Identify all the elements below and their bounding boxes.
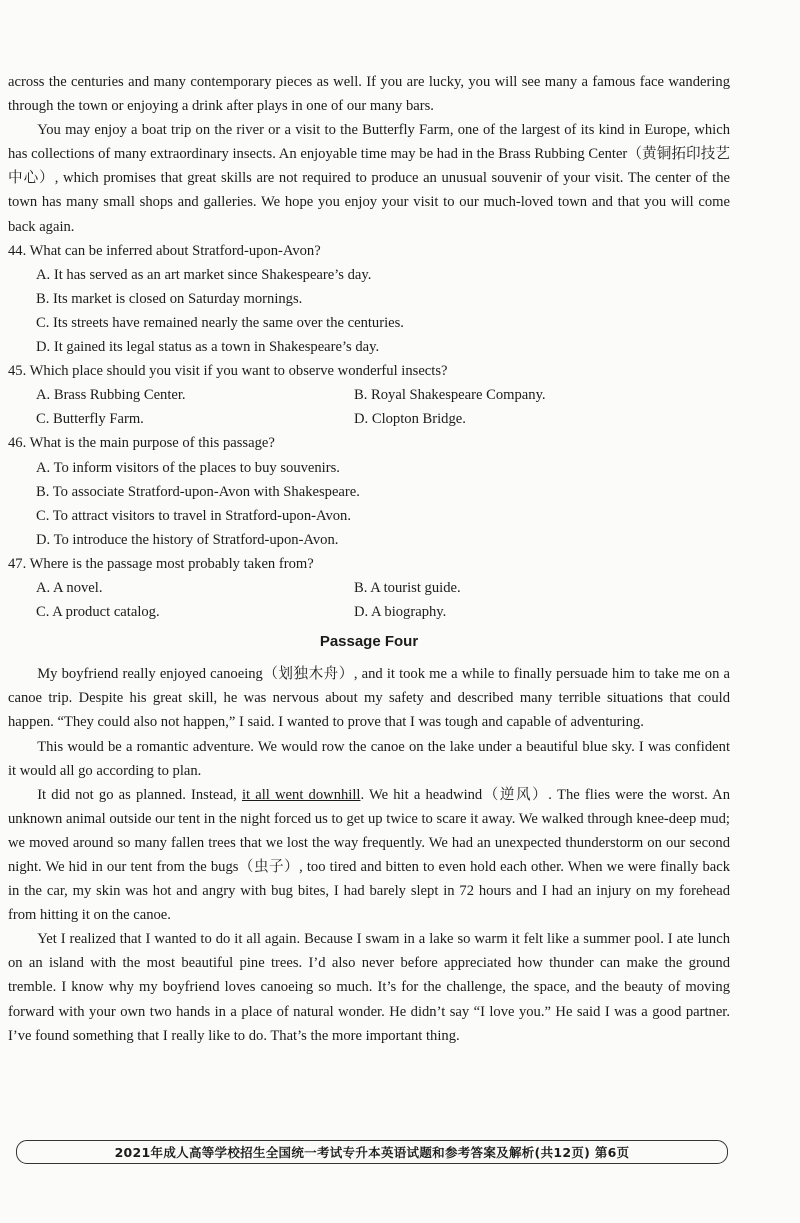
option-b: B. Royal Shakespeare Company. [354, 387, 546, 404]
passage4-paragraph-3 [8, 783, 730, 928]
question-stem: 46. What is the main purpose of this passage? [8, 435, 275, 452]
underlined-phrase: it all went downhill [241, 786, 361, 803]
option-a: A. To inform visitors of the places to buy souvenirs. [36, 459, 340, 476]
question-47 [8, 552, 730, 624]
option-d: D. Clopton Bridge. [354, 411, 466, 428]
option-c: C. A product catalog. [36, 604, 160, 621]
option-b: B. Its market is closed on Saturday mornings. [36, 290, 303, 307]
option-a: A. A novel. [36, 579, 103, 596]
passage4-paragraph-2: This would be a romantic adventure. We would row the canoe on the lake under a beautiful blue sky. I was confident it would all go according to plan. [8, 738, 730, 779]
question-stem: 47. Where is the passage most probably taken from? [8, 555, 314, 572]
option-d: D. It gained its legal status as a town in Shakespeare’s day. [36, 339, 380, 356]
option-b: B. To associate Stratford-upon-Avon with Shakespeare. [36, 483, 360, 500]
passage4-paragraph-4: Yet I realized that I wanted to do it all again. Because I swam in a lake so warm it felt like a summer pool. I ate lunch on an island with the most beautiful pine trees. I’d also never before appreciated how thunder can make the ground tremble. I know why my boyfriend loves canoeing so much. It’s for the challenge, the space, and the beauty of moving forward with your own two hands in a place of natural wonder. He didn’t say “I love you.” He said I was a good partner. I’ve found something that I really like to do. That’s the more important thing. [8, 931, 730, 1044]
option-a: A. It has served as an art market since Shakespeare’s day. [36, 266, 372, 283]
passage-four-title: Passage Four [319, 633, 419, 651]
page-footer: 2021年成人高等学校招生全国统一考试专升本英语试题和参考答案及解析(共12页) 第6页 [16, 1140, 728, 1164]
passage3-paragraph-1: across the centuries and many contemporary pieces as well. If you are lucky, you will see many a famous face wandering through the town or enjoying a drink after plays in one of our many bars. [8, 74, 730, 115]
question-46 [8, 431, 730, 551]
option-c: C. Butterfly Farm. [36, 411, 144, 428]
option-c: C. To attract visitors to travel in Stratford-upon-Avon. [36, 507, 351, 524]
paragraph-text-start: It did not go as planned. Instead, [37, 786, 242, 803]
option-b: B. A tourist guide. [354, 579, 461, 596]
question-45 [8, 359, 730, 431]
option-d: D. A biography. [354, 604, 447, 621]
question-44 [8, 239, 730, 359]
paragraph-text-end: . We hit a headwind（逆风）. The flies were the worst. An unknown animal outside our tent in the night forced us to get up twice to scare it away. We walked through knee-deep mud; we moved around so many fallen trees that we lost the way frequently. We had an unexpected thunderstorm on our second night. We hid in our tent from the bugs（虫子）, too tired and bitten to even hold each other. When we were finally back in the car, my skin was hot and angry with bug bites, I had barely slept in 72 hours and I had an injury on my forehead from hitting it on the canoe. [8, 786, 730, 924]
passage3-paragraph-2: You may enjoy a boat trip on the river or a visit to the Butterfly Farm, one of the largest of its kind in Europe, which has collections of many extraordinary insects. An enjoyable time may be had in the Brass Rubbing Center（黄铜拓印技艺中心）, which promises that great skills are not required to produce an unusual souvenir of your visit. The center of the town has many small shops and galleries. We hope you enjoy your visit to our much-loved town and that you will come back again. [8, 122, 730, 235]
option-a: A. Brass Rubbing Center. [36, 387, 186, 404]
page-text [8, 70, 730, 1048]
question-stem: 45. Which place should you visit if you want to observe wonderful insects? [8, 363, 448, 380]
question-stem: 44. What can be inferred about Stratford-upon-Avon? [8, 242, 321, 259]
passage4-paragraph-1: My boyfriend really enjoyed canoeing（划独木舟）, and it took me a while to finally persuade him to take me on a canoe trip. Despite his great skill, he was nervous about my safety and described many terrible situations that could happen. “They could also not happen,” I said. I wanted to prove that I was tough and capable of adventuring. [8, 666, 730, 731]
option-d: D. To introduce the history of Stratford-upon-Avon. [36, 531, 339, 548]
option-c: C. Its streets have remained nearly the same over the centuries. [36, 314, 404, 331]
